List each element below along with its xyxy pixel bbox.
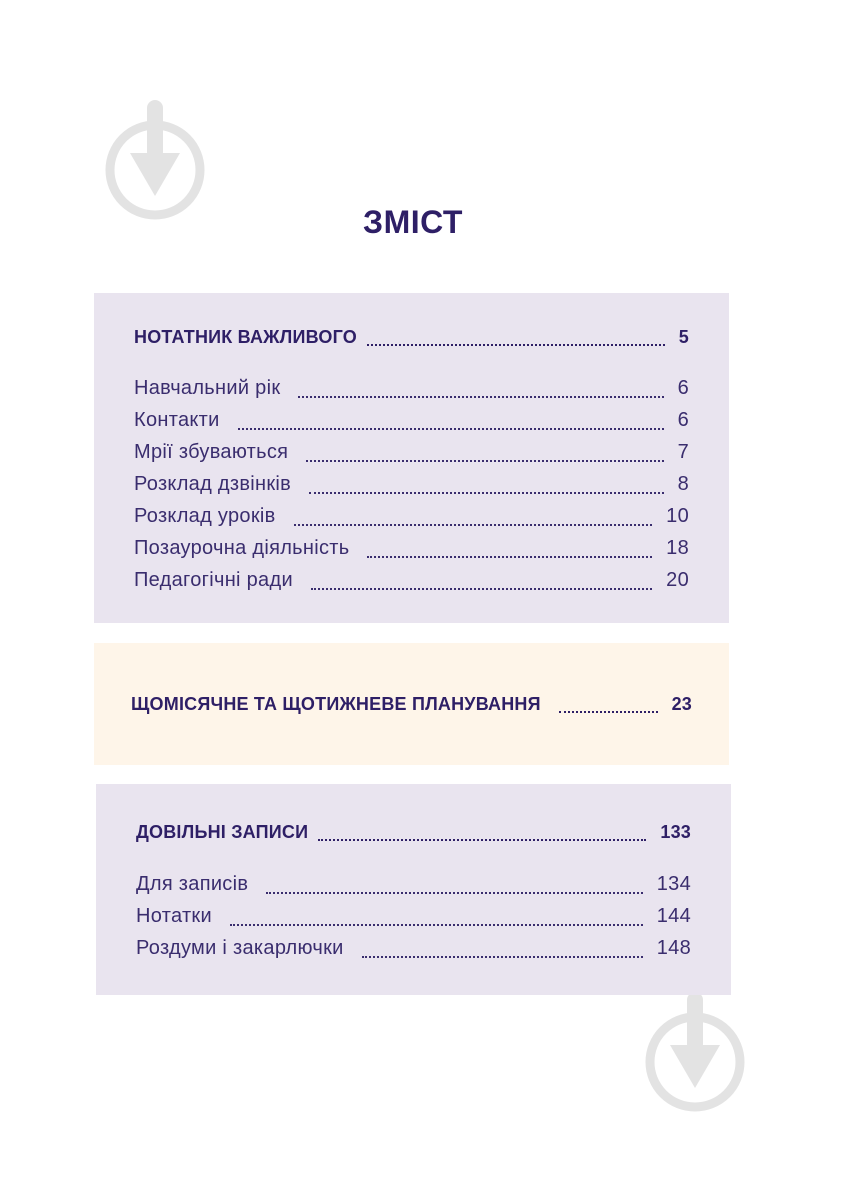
leader-dots	[298, 396, 663, 398]
toc-item-label: Нотатки	[136, 905, 212, 927]
leader-dots	[294, 524, 653, 526]
leader-dots	[362, 956, 643, 958]
toc-item[interactable]	[134, 441, 689, 464]
leader-dots	[230, 924, 643, 926]
watermark-icon	[640, 990, 750, 1120]
toc-item-label: Роздуми і закарлючки	[136, 937, 344, 959]
toc-heading-label: ЩОМІСЯЧНЕ ТА ЩОТИЖНЕВЕ ПЛАНУВАННЯ	[131, 694, 541, 714]
toc-page-number: 18	[666, 537, 689, 559]
toc-item[interactable]	[134, 377, 689, 400]
toc-page-number: 8	[677, 473, 689, 495]
toc-item-label: Навчальний рік	[134, 377, 281, 399]
leader-dots	[266, 892, 642, 894]
toc-item[interactable]	[134, 505, 689, 528]
toc-heading-label: НОТАТНИК ВАЖЛИВОГО	[134, 327, 357, 347]
toc-page-number: 10	[666, 505, 689, 527]
toc-heading[interactable]	[136, 822, 691, 843]
toc-item-label: Мрії збуваються	[134, 441, 289, 463]
toc-item-label: Позаурочна діяльність	[134, 537, 350, 559]
leader-dots	[318, 839, 646, 841]
toc-item-label: Для записів	[136, 873, 249, 895]
leader-dots	[367, 556, 652, 558]
toc-page-number: 133	[660, 822, 691, 842]
toc-page-number: 7	[677, 441, 689, 463]
toc-item[interactable]	[136, 905, 691, 928]
toc-heading[interactable]	[131, 694, 692, 715]
toc-page-number: 23	[671, 694, 692, 714]
page-title: ЗМІСТ	[363, 204, 463, 240]
leader-dots	[306, 460, 663, 462]
leader-dots	[309, 492, 663, 494]
toc-page-number: 144	[656, 905, 691, 927]
toc-item[interactable]	[134, 473, 689, 496]
leader-dots	[311, 588, 652, 590]
leader-dots	[559, 711, 658, 713]
toc-item[interactable]	[136, 937, 691, 960]
toc-heading[interactable]	[134, 327, 689, 348]
toc-item[interactable]	[136, 873, 691, 896]
toc-page-number: 5	[678, 327, 689, 347]
leader-dots	[238, 428, 664, 430]
toc-item[interactable]	[134, 569, 689, 592]
toc-page-number: 6	[677, 377, 689, 399]
toc-heading-label: ДОВІЛЬНІ ЗАПИСИ	[136, 822, 309, 842]
toc-item-label: Розклад уроків	[134, 505, 276, 527]
toc-item-label: Розклад дзвінків	[134, 473, 292, 495]
toc-page-number: 6	[677, 409, 689, 431]
toc-page-number: 134	[656, 873, 691, 895]
leader-dots	[367, 344, 665, 346]
toc-page-number: 20	[666, 569, 689, 591]
toc-item-label: Педагогічні ради	[134, 569, 293, 591]
toc-item[interactable]	[134, 537, 689, 560]
toc-page-number: 148	[656, 937, 691, 959]
toc-item-label: Контакти	[134, 409, 220, 431]
toc-item[interactable]	[134, 409, 689, 432]
